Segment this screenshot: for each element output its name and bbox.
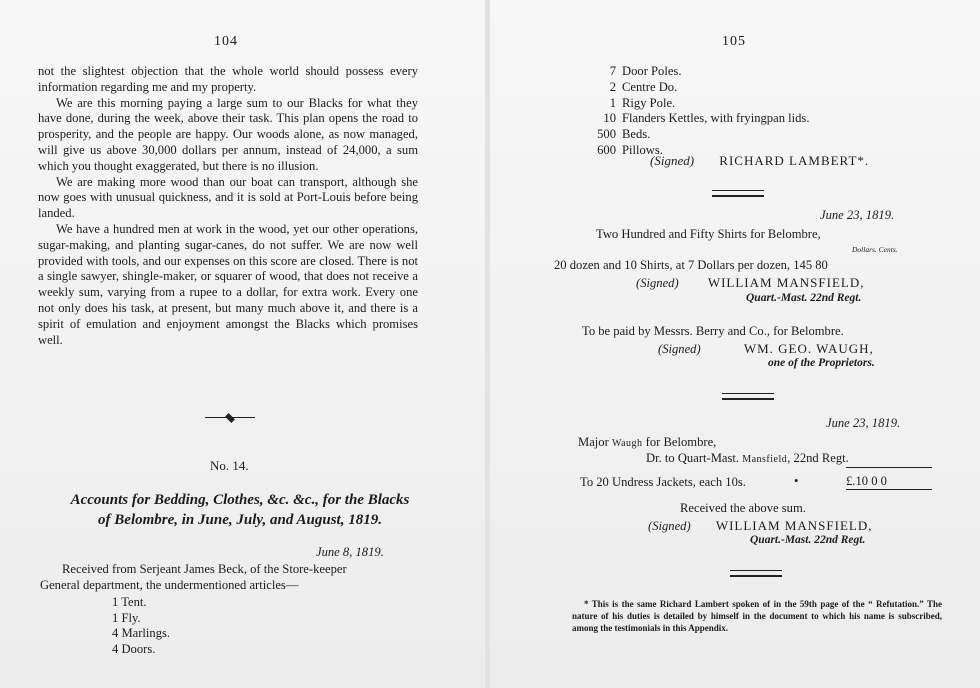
entry-date: June 23, 1819. [826,416,901,430]
item-quantity: 7 [609,64,616,78]
double-rule [712,190,764,197]
debtor-name: Waugh [611,438,643,449]
jackets-amount: £.10 0 0 [846,474,887,488]
signature-waugh [658,341,874,357]
list-item [586,96,809,112]
item-description: Door Poles. [622,64,682,78]
received-line: General department, the undermentioned articles— [40,577,299,592]
letter-body [38,64,418,348]
item-description: Flanders Kettles, with fryingpan lids. [622,111,810,126]
signed-label: (Signed) [650,153,695,168]
item-description: Beds. [622,127,651,142]
entry-date [316,545,384,560]
left-page [0,0,485,688]
debtor-prefix: Major [578,435,612,449]
entry-date-text: June 8, 1819. [316,545,384,559]
item-description: Rigy Pole. [622,95,676,110]
item-description: Pillows. [622,142,663,157]
signed-label: (Signed) [658,342,701,356]
creditor-line [646,451,849,466]
list-item: 4 Marlings. [112,626,171,641]
signature-mansfield [636,275,864,291]
debtor-suffix: for Belombre, [642,435,717,449]
receipt-note: Received the above sum. [680,501,806,515]
item-quantity: 1 [609,95,616,110]
ornament-diamond-icon [225,413,235,423]
signer-name: RICHARD LAMBERT*. [719,153,870,168]
page-number-left: 104 [214,34,238,49]
shirts-entry: 20 dozen and 10 Shirts, at 7 Dollars per dozen, 145 80 [554,258,828,272]
list-item: 4 Doors. [112,641,156,656]
signed-label: (Signed) [648,519,691,533]
received-line: Received from Serjeant James Beck, of the Store-keeper [62,562,347,576]
paragraph: We are making more wood than our boat can transport, although she now goes with unusual quickness, and it is sold at Port-Louis before being landed. [38,174,418,221]
jackets-entry: To 20 Undress Jackets, each 10s. [580,475,746,489]
item-description: Centre Do. [622,79,678,94]
list-item [586,64,809,80]
creditor-suffix: , 22nd Regt. [787,451,849,465]
paragraph: not the slightest objection that the whole world should possess every information regarding me and my property. [38,64,418,94]
sum-rule [846,467,932,468]
section-title [40,490,440,530]
signer-title: Quart.-Mast. 22nd Regt. [750,534,866,546]
articles-list [112,595,170,657]
signer-name: WM. GEO. WAUGH, [743,341,874,356]
list-item [586,127,809,143]
signature-mansfield-2 [648,518,872,534]
sum-rule [846,489,932,490]
footnote [572,598,942,634]
section-title-line: Accounts for Bedding, Clothes, &c. &c., for the Blacks [70,492,410,508]
double-rule [730,570,782,577]
signer-name: WILLIAM MANSFIELD, [715,518,873,533]
section-ornament [205,412,255,424]
paragraph: We are this morning paying a large sum to our Blacks for what they have done, during the week, above their task. This plan opens the road to prosperity, and the people are happy. Our woods alone, as now managed, will give us above 30,000 dollars per annum, instead of 24,000, a sum which you thought exaggerated, but there is no illusion. [38,95,418,173]
paragraph: We have a hundred men at work in the wood, yet our other operations, sugar-making, and planting sugar-canes, do not suffer. We are now well provided with tools, and our expenses on this score are closed. There is not a single sawyer, shingle-maker, or squarer of wood, that does not receive a weekly sum, varying from a rupee to a dollar, for extra work. Every one not only does his task, at present, but many much above it, and there is a spirit of emulation and enjoyment amongst the Blacks which promises well. [38,221,418,347]
section-number: No. 14. [210,458,249,473]
signer-title: Quart.-Mast. 22nd Regt. [746,292,862,304]
column-headers: Dollars. Cents. [852,245,898,254]
signer-title: one of the Proprietors. [768,357,875,369]
list-item [586,111,809,127]
item-quantity: 600 [597,142,616,157]
creditor-name: Mansfield [742,454,788,465]
list-item [586,80,809,96]
item-quantity: 500 [597,127,616,142]
entry-date: June 23, 1819. [820,208,895,222]
section-title-line: of Belombre, in June, July, and August, 1819. [98,512,382,528]
double-rule [722,393,774,400]
signed-label: (Signed) [636,276,679,290]
leader-dot: • [794,474,799,488]
shirts-heading: Two Hundred and Fifty Shirts for Belombre, [596,227,821,241]
list-item: 1 Fly. [112,610,141,625]
received-statement [40,562,420,593]
list-item: 1 Tent. [112,595,147,609]
creditor-prefix: Dr. to Quart-Mast. [646,451,743,465]
footnote-text: * This is the same Richard Lambert spoken of in the 59th page of the “ Refutation.” The nature of his duties is detailed by himself in the document to which his name is subscribed, among the testimonials in this Appendix. [572,599,942,633]
payment-note: To be paid by Messrs. Berry and Co., for Belombre. [582,324,844,338]
page-number-right: 105 [722,34,746,49]
debtor-line [578,435,716,450]
articles-list-continued [586,64,809,159]
right-page [490,0,980,688]
item-quantity: 10 [603,111,616,126]
signature-lambert [650,153,869,169]
signer-name: WILLIAM MANSFIELD, [707,275,865,290]
item-quantity: 2 [609,79,616,94]
